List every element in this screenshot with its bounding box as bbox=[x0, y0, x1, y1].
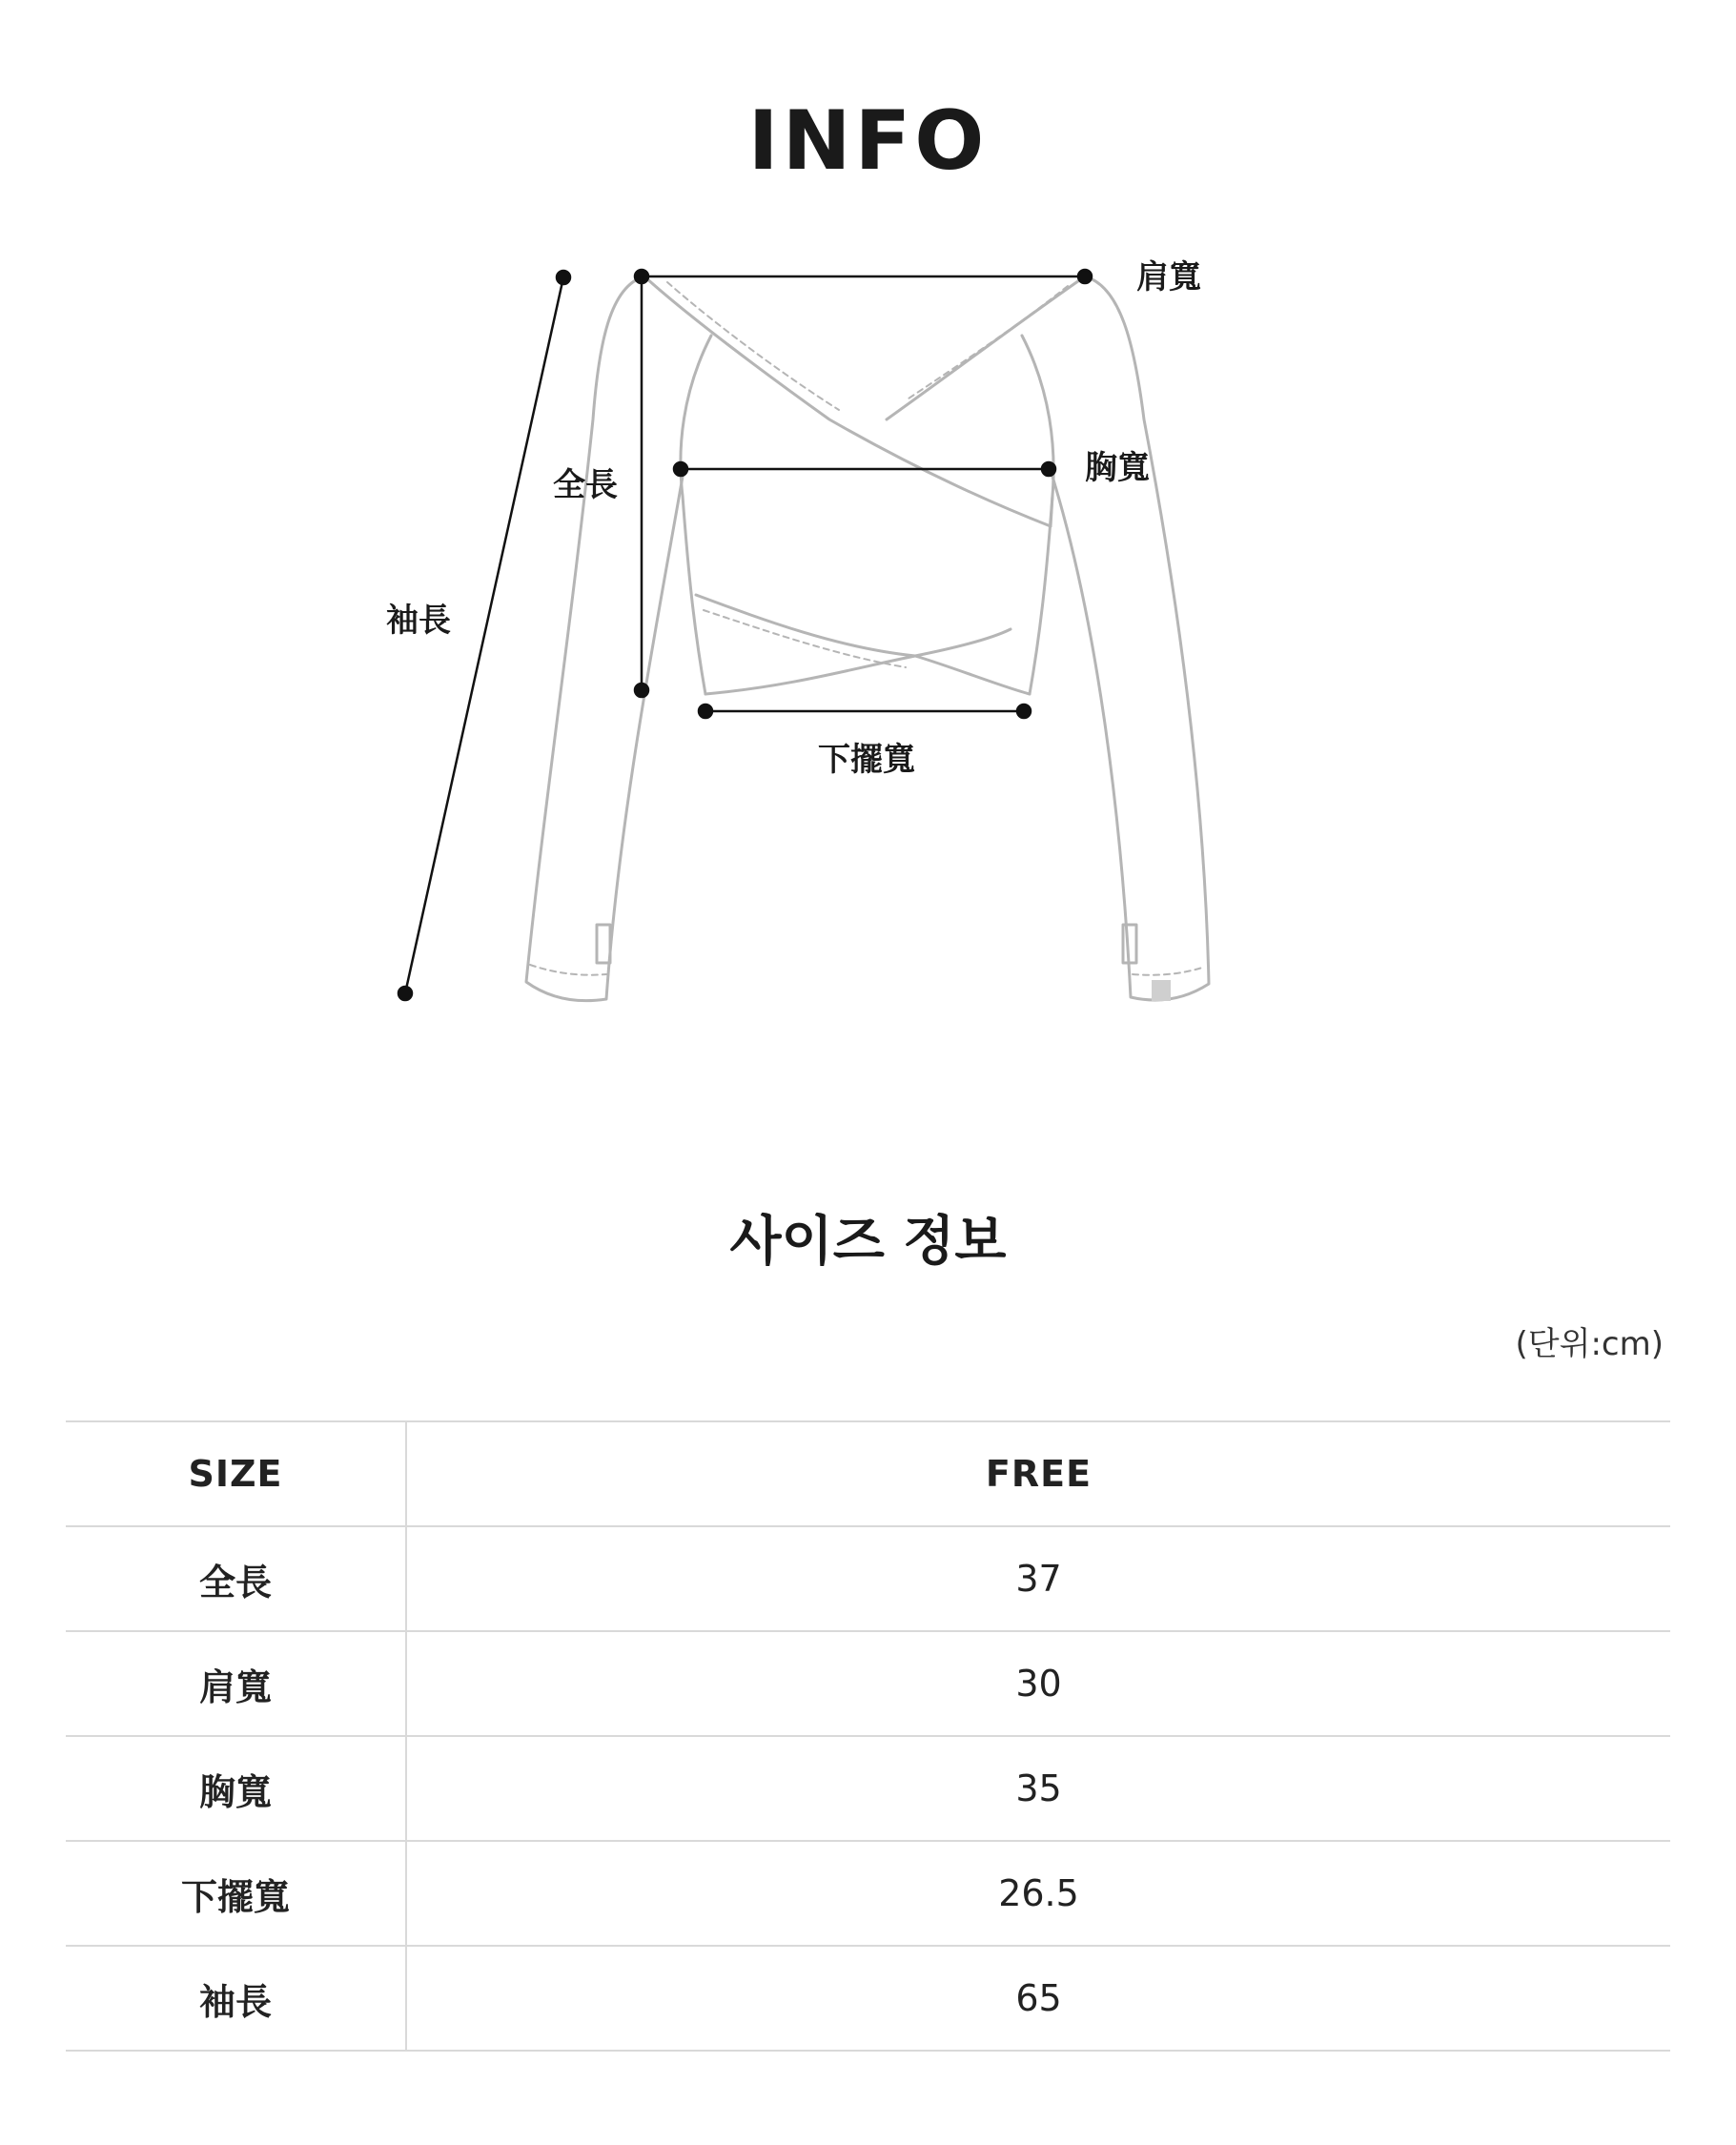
table-row bbox=[66, 1841, 1670, 1946]
row-label: 肩寬 bbox=[66, 1631, 406, 1736]
row-value: 26.5 bbox=[406, 1841, 1670, 1946]
table-row bbox=[66, 1526, 1670, 1631]
row-value: 35 bbox=[406, 1736, 1670, 1841]
garment-diagram bbox=[0, 0, 1736, 1068]
row-value: 65 bbox=[406, 1946, 1670, 2051]
unit-label: (단위:cm) bbox=[1515, 1325, 1664, 1363]
row-value: 37 bbox=[406, 1526, 1670, 1631]
row-label: 全長 bbox=[66, 1526, 406, 1631]
table-header-row bbox=[66, 1421, 1670, 1526]
label-length: 全長 bbox=[553, 466, 618, 504]
row-label: 袖長 bbox=[66, 1946, 406, 2051]
label-tag-icon bbox=[1152, 980, 1171, 1001]
label-sleeve: 袖長 bbox=[386, 602, 451, 640]
size-table bbox=[66, 1420, 1670, 2052]
table-row bbox=[66, 1736, 1670, 1841]
label-hem: 下擺寬 bbox=[818, 741, 915, 779]
label-shoulder: 肩寬 bbox=[1136, 258, 1201, 296]
label-chest: 胸寬 bbox=[1085, 449, 1150, 487]
measure-lines bbox=[398, 270, 1092, 1000]
size-info-title: 사이즈 정보 bbox=[729, 1211, 1007, 1273]
page-title: INFO bbox=[747, 93, 989, 189]
row-label: 胸寬 bbox=[66, 1736, 406, 1841]
row-value: 30 bbox=[406, 1631, 1670, 1736]
header-free: FREE bbox=[406, 1421, 1670, 1526]
header-size: SIZE bbox=[66, 1421, 406, 1526]
garment-outline bbox=[526, 276, 1209, 1001]
table-row bbox=[66, 1946, 1670, 2051]
table-row bbox=[66, 1631, 1670, 1736]
row-label: 下擺寬 bbox=[66, 1841, 406, 1946]
